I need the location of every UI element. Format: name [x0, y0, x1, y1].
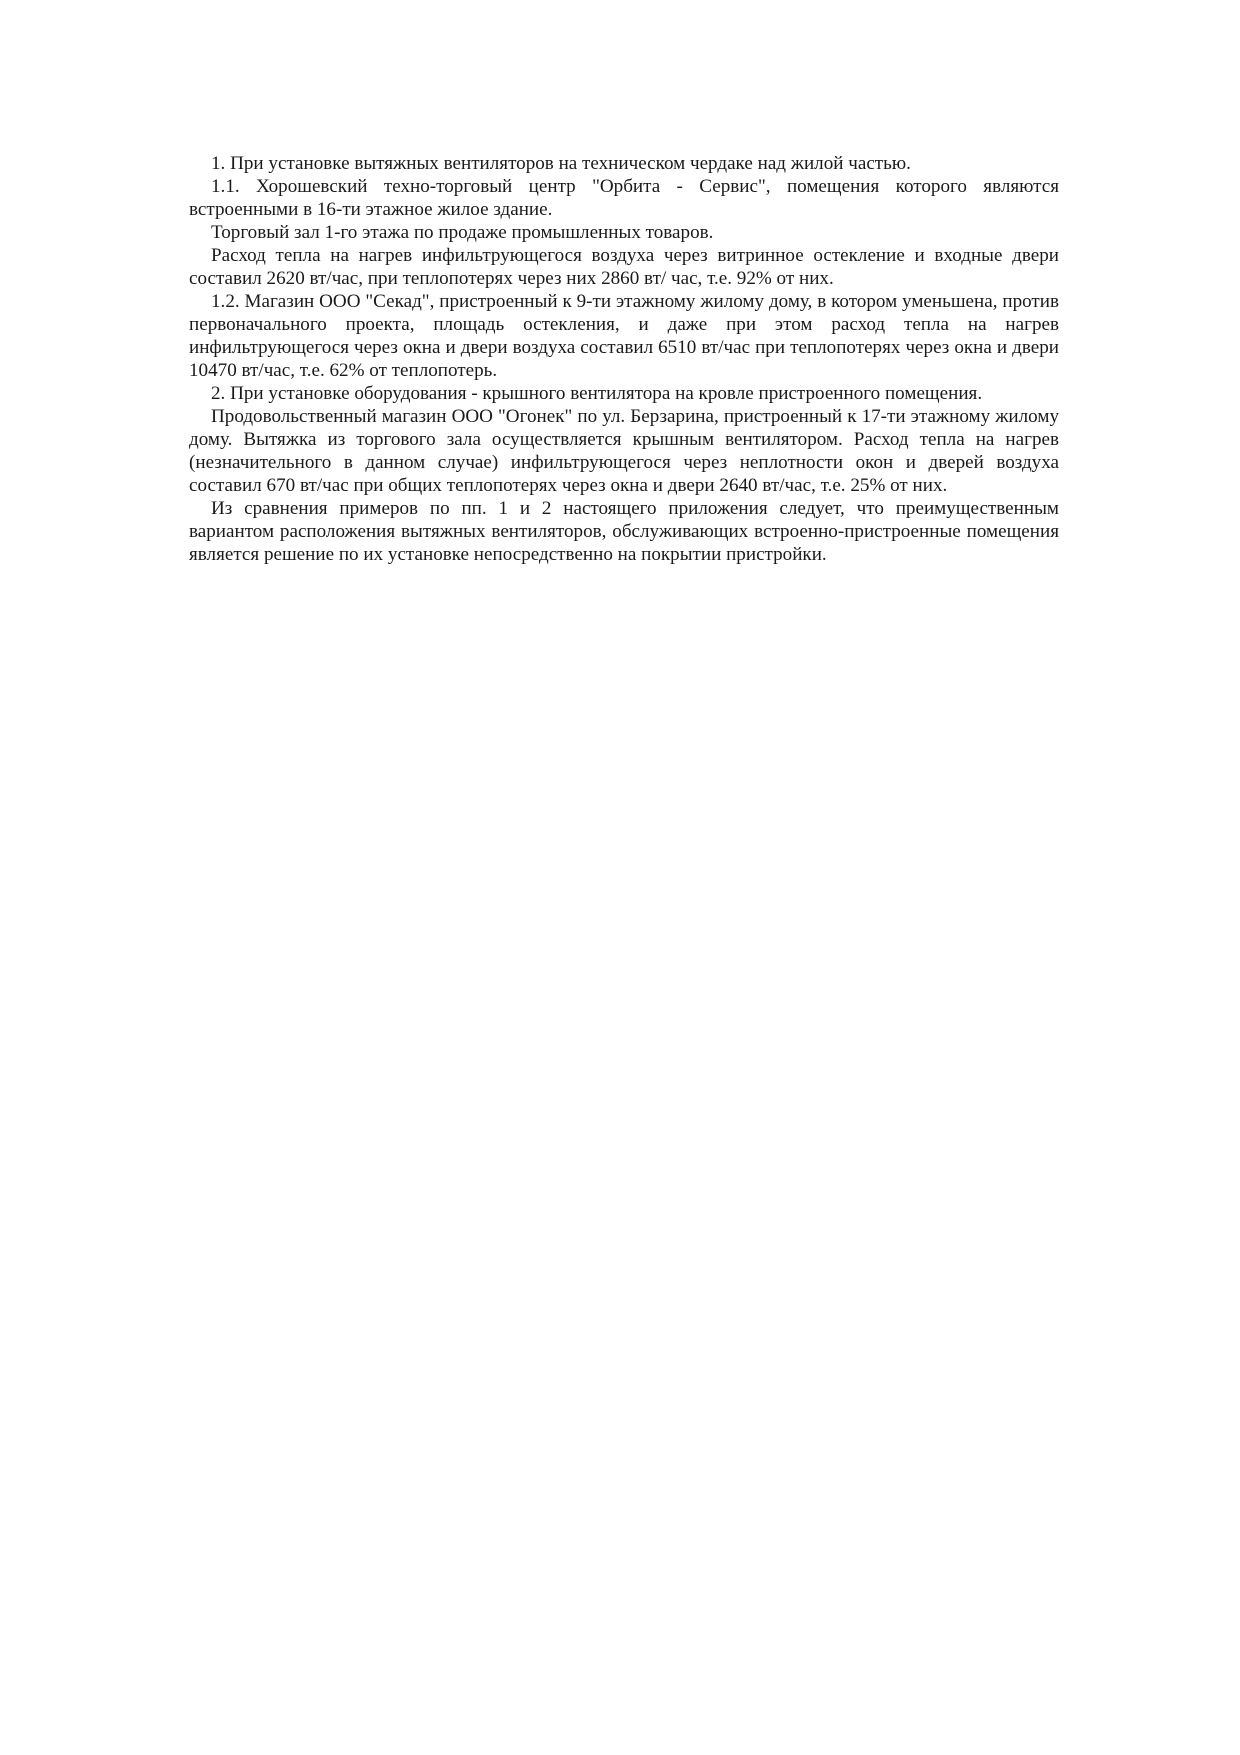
paragraph-heading-1: 1. При установке вытяжных вентиляторов на техническом чердаке над жилой частью.: [211, 153, 911, 174]
paragraph-heat-consumption-1: Расход тепла на нагрев инфильтрующегося воздуха через витринное остекление и входные двери составил 2620 вт/час, при теплопотерях через них 2860 вт/ час, т.е. 92% от них.: [189, 245, 1059, 289]
paragraph-item-1-2: 1.2. Магазин ООО "Секад", пристроенный к 9-ти этажному жилому дому, в котором уменьшена, против первоначального проекта, площадь остекления, и даже при этом расход тепла на нагрев инфильтрующегося через окна и двери воздуха составил 6510 вт/час при теплопотерях через окна и двери 10470 вт/час, т.е. 62% от теплопотерь.: [189, 291, 1059, 381]
paragraph-heading-2: 2. При установке оборудования - крышного вентилятора на кровле пристроенного помещения.: [211, 383, 983, 404]
document-body: [189, 152, 1059, 566]
paragraph-trade-hall: Торговый зал 1-го этажа по продаже промышленных товаров.: [211, 222, 714, 243]
paragraph-item-1-1: 1.1. Хорошевский техно-торговый центр "Орбита - Сервис", помещения которого являются встроенными в 16-ти этажное жилое здание.: [189, 176, 1059, 220]
paragraph-conclusion: Из сравнения примеров по пп. 1 и 2 настоящего приложения следует, что преимущественным вариантом расположения вытяжных вентиляторов, обслуживающих встроенно-пристроенные помещения является решение по их установке непосредственно на покрытии пристройки.: [189, 498, 1059, 565]
paragraph-grocery-store: Продовольственный магазин ООО "Огонек" по ул. Берзарина, пристроенный к 17-ти этажному жилому дому. Вытяжка из торгового зала осуществляется крышным вентилятором. Расход тепла на нагрев (незначительного в данном случае) инфильтрующегося через неплотности окон и дверей воздуха составил 670 вт/час при общих теплопотерях через окна и двери 2640 вт/час, т.е. 25% от них.: [189, 406, 1059, 496]
